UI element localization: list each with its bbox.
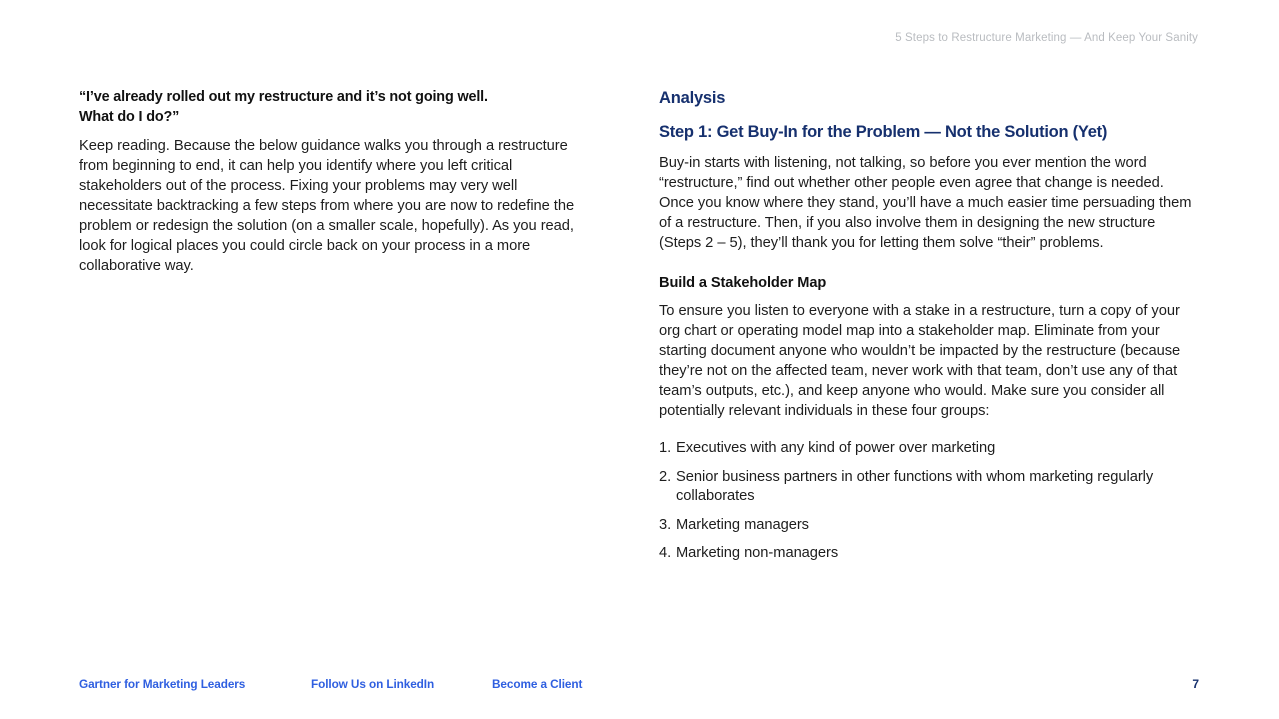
list-item (659, 468, 1199, 507)
list-item-number: 4. (659, 545, 672, 561)
list-item-text: Executives with any kind of power over marketing (676, 440, 996, 456)
footer-links (79, 676, 582, 692)
page-number: 7 (1192, 677, 1199, 691)
page-footer (79, 676, 1199, 692)
footer-link-become-a-client[interactable]: Become a Client (492, 677, 583, 691)
step-1-paragraph: Buy-in starts with listening, not talking, so before you ever mention the word “restructure,” find out whether other people even agree that change is needed. Once you know where they stand, you’ll have a much easier time persuading them of a restructure. Then, if you also involve them in designing the new structure (Steps 2 – 5), they’ll thank you for letting them solve “their” problems. (659, 155, 1192, 251)
stakeholder-map-paragraph: To ensure you listen to everyone with a stake in a restructure, turn a copy of your org chart or operating model map into a stakeholder map. Eliminate from your starting document anyone who wouldn’t be impacted by the restructure (because they’re not on the affected team, never work with that team, don’t use any of that team’s outputs, etc.), and keep anyone who would. Make sure you consider all potentially relevant individuals in these four groups: (659, 303, 1181, 419)
stakeholder-groups-list (659, 439, 1199, 564)
list-item (659, 544, 1199, 564)
two-column-layout (79, 88, 1199, 564)
footer-link-gartner-for-marketing-leaders[interactable]: Gartner for Marketing Leaders (79, 677, 246, 691)
pullquote-heading (79, 88, 587, 127)
running-header: 5 Steps to Restructure Marketing — And Keep Your Sanity (895, 32, 1198, 44)
left-column-paragraph: Keep reading. Because the below guidance walks you through a restructure from beginning to end, it can help you identify where you left critical stakeholders out of the process. Fixing your problems may very well necessitate backtracking a few steps from where you are now to redefine the problem or redesign the solution (on a smaller scale, hopefully). As you read, look for logical places you could circle back on your process in a more collaborative way. (79, 138, 575, 275)
step-1-title: Step 1: Get Buy-In for the Problem — Not the Solution (Yet) (659, 123, 1108, 141)
list-item-number: 1. (659, 440, 672, 456)
footer-link-follow-us-on-linkedin[interactable]: Follow Us on LinkedIn (311, 677, 435, 691)
list-item-text: Marketing managers (676, 516, 809, 533)
pullquote-line-1: “I’ve already rolled out my restructure and it’s not going well. (79, 89, 488, 105)
right-column (659, 88, 1199, 564)
list-item-text: Marketing non-managers (676, 545, 839, 561)
list-item-number: 2. (659, 468, 672, 485)
list-item-text: Senior business partners in other functions with whom marketing regularly collaborates (676, 468, 1154, 504)
left-column (79, 88, 587, 564)
list-item-number: 3. (659, 516, 672, 533)
pullquote-line-2: What do I do?” (79, 108, 180, 125)
section-title-analysis: Analysis (659, 89, 726, 107)
subsection-title-stakeholder-map: Build a Stakeholder Map (659, 275, 827, 291)
list-item (659, 439, 1199, 459)
list-item (659, 516, 1199, 536)
